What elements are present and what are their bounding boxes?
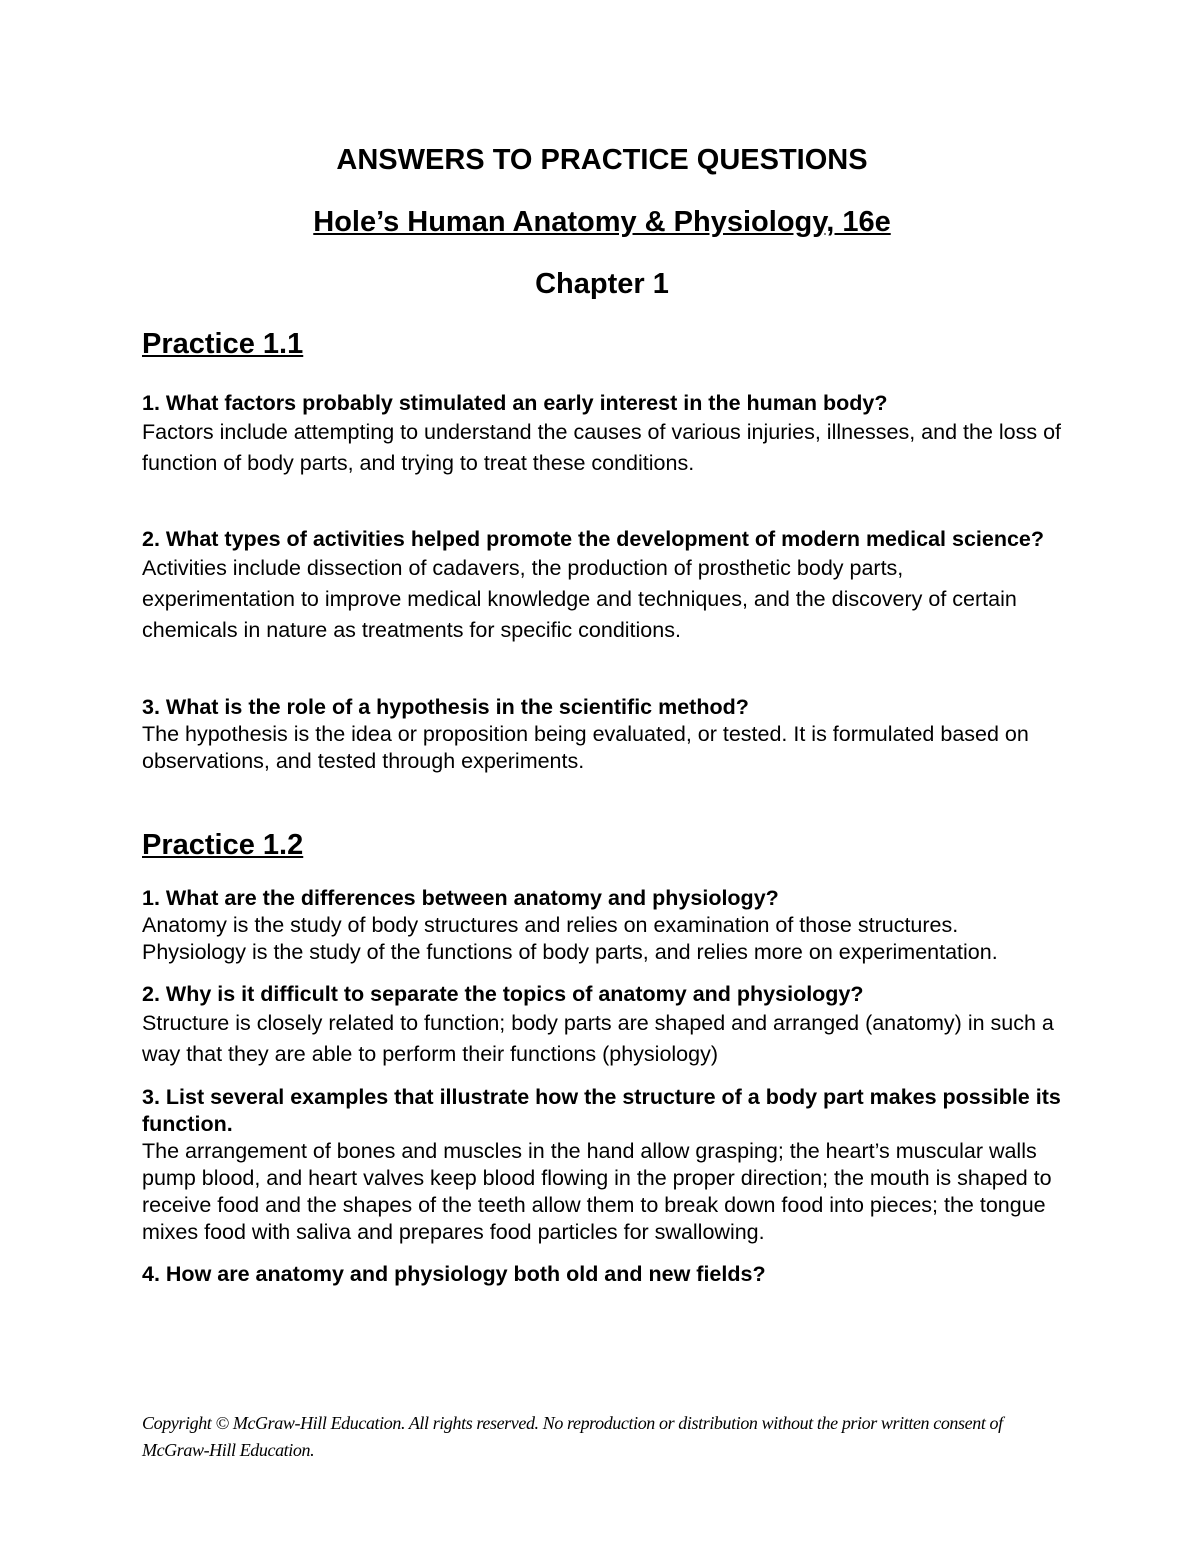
question-1-2-2: 2. Why is it difficult to separate the topics of anatomy and physiology? [142, 982, 864, 1006]
question-1-2-4: 4. How are anatomy and physiology both old and new fields? [142, 1262, 766, 1286]
document-title: ANSWERS TO PRACTICE QUESTIONS [336, 144, 868, 176]
copyright-footer: Copyright © McGraw-Hill Education. All rights reserved. No reproduction or distribution without the prior written consent of McGraw-Hill Education. [142, 1413, 1003, 1460]
question-1-1-2: 2. What types of activities helped promote the development of modern medical science? [142, 527, 1045, 551]
question-1-2-1: 1. What are the differences between anatomy and physiology? [142, 886, 779, 910]
document-page [142, 140, 1062, 1288]
answer-1-2-2: Structure is closely related to function; body parts are shaped and arranged (anatomy) in such a way that they are able to perform their functions (physiology) [142, 1011, 1054, 1066]
answer-1-2-1: Anatomy is the study of body structures and relies on examination of those structures. Physiology is the study of the functions of body parts, and relies more on experimentation. [142, 913, 998, 964]
book-title: Hole’s Human Anatomy & Physiology, 16e [313, 206, 891, 238]
answer-1-1-2: Activities include dissection of cadavers, the production of prosthetic body parts, experimentation to improve medical knowledge and techniques, and the discovery of certain chemicals in nature as treatments for specific conditions. [142, 556, 1017, 642]
answer-1-1-3: The hypothesis is the idea or proposition being evaluated, or tested. It is formulated based on observations, and tested through experiments. [142, 722, 1029, 773]
section-heading-practice-1-1: Practice 1.1 [142, 328, 304, 360]
answer-1-2-3: The arrangement of bones and muscles in the hand allow grasping; the heart’s muscular walls pump blood, and heart valves keep blood flowing in the proper direction; the mouth is shaped to receive food and the shapes of the teeth allow them to break down food into pieces; the tongue mixes food with saliva and prepares food particles for swallowing. [142, 1139, 1052, 1244]
question-1-2-3: 3. List several examples that illustrate how the structure of a body part makes possible its function. [142, 1085, 1061, 1136]
chapter-heading: Chapter 1 [535, 268, 669, 300]
section-heading-practice-1-2: Practice 1.2 [142, 829, 304, 861]
question-1-1-3: 3. What is the role of a hypothesis in the scientific method? [142, 695, 749, 719]
question-1-1-1: 1. What factors probably stimulated an early interest in the human body? [142, 391, 888, 415]
answer-1-1-1: Factors include attempting to understand the causes of various injuries, illnesses, and the loss of function of body parts, and trying to treat these conditions. [142, 420, 1062, 475]
